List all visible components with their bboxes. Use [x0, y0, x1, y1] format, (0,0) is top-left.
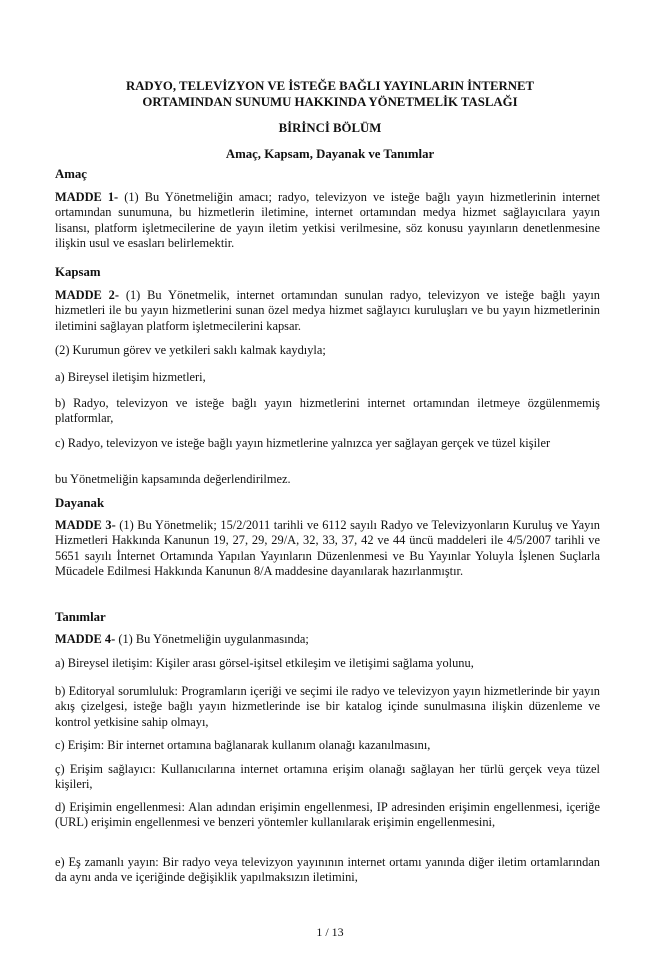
- article-label: MADDE 2-: [55, 288, 119, 302]
- list-item: c) Erişim: Bir internet ortamına bağlanarak kullanım olanağı kazanılmasını,: [55, 738, 431, 752]
- article-4: [55, 632, 600, 647]
- list-item: (2) Kurumun görev ve yetkileri saklı kalmak kaydıyla;: [55, 343, 326, 357]
- title-line-1: RADYO, TELEVİZYON VE İSTEĞE BAĞLI YAYINLARIN İNTERNET: [125, 79, 535, 93]
- article-text: (1) Bu Yönetmeliğin uygulanmasında;: [115, 632, 309, 646]
- list-item: e) Eş zamanlı yayın: Bir radyo veya televizyon yayınının internet ortamı yanında diğer iletim ortamlarından da aynı anda ve içeriğinde değişiklik yapılmaksızın iletimini,: [55, 855, 600, 885]
- article-2: [55, 288, 600, 334]
- article-1: [55, 190, 600, 252]
- list-item: a) Bireysel iletişim hizmetleri,: [55, 370, 206, 384]
- chapter-heading: BİRİNCİ BÖLÜM: [278, 121, 382, 135]
- section-heading-kapsam: Kapsam: [55, 265, 101, 279]
- section-heading-amac: Amaç: [55, 167, 87, 181]
- document-title: [60, 78, 600, 110]
- list-item: b) Radyo, televizyon ve isteğe bağlı yayın hizmetlerini internet ortamından iletmeye özgülenmemiş platformlar,: [55, 396, 600, 426]
- article-label: MADDE 3-: [55, 518, 116, 532]
- list-item: bu Yönetmeliğin kapsamında değerlendirilmez.: [55, 472, 291, 486]
- article-text: (1) Bu Yönetmeliğin amacı; radyo, televizyon ve isteğe bağlı yayın hizmetlerinin internet ortamından sunumuna, bu hizmetlerin iletimine, internet ortamından medya hizmet sağlayıcılara yayın lisansı, platform işletmecilerine de yayın iletim yetkisi verilmesine, söz konusu yayınların denetlenmesine ilişkin usul ve esasları belirlemektir.: [55, 190, 600, 251]
- page-number: 1 / 13: [316, 925, 344, 939]
- chapter-subtitle: Amaç, Kapsam, Dayanak ve Tanımlar: [225, 147, 435, 161]
- article-text: (1) Bu Yönetmelik, internet ortamından sunulan radyo, televizyon ve isteğe bağlı yayın hizmetleri ile bu yayın hizmetlerini sunan özel medya hizmet sağlayıcı kuruluşları ve bu yayın hizmetlerinin iletimini sağlayan platform işletmecilerini kapsar.: [55, 288, 600, 333]
- list-item: a) Bireysel iletişim: Kişiler arası görsel-işitsel etkileşim ve iletişimi sağlama yolunu,: [55, 656, 474, 670]
- list-item: ç) Erişim sağlayıcı: Kullanıcılarına internet ortamına erişim olanağı sağlayan her türlü gerçek veya tüzel kişileri,: [55, 762, 600, 792]
- list-item: b) Editoryal sorumluluk: Programların içeriği ve seçimi ile radyo ve televizyon yayın hizmetlerinde bir yayın akış çizelgesi, isteğe bağlı yayın hizmetlerinde ise bir katalog içinde sunulmasına ilişkin düzenleme ve kontrol yetkisine sahip olmayı,: [55, 684, 600, 729]
- title-line-2: ORTAMINDAN SUNUMU HAKKINDA YÖNETMELİK TASLAĞI: [142, 95, 518, 109]
- article-label: MADDE 1-: [55, 190, 119, 204]
- section-heading-dayanak: Dayanak: [55, 496, 105, 510]
- article-label: MADDE 4-: [55, 632, 116, 646]
- article-3: [55, 518, 600, 580]
- section-heading-tanimlar: Tanımlar: [55, 610, 106, 624]
- list-item: c) Radyo, televizyon ve isteğe bağlı yayın hizmetlerine yalnızca yer sağlayan gerçek ve tüzel kişiler: [55, 436, 551, 450]
- list-item: d) Erişimin engellenmesi: Alan adından erişimin engellenmesi, IP adresinden erişimin engellenmesi, içeriğe (URL) erişimin engellenmesi ve benzeri yöntemler kullanılarak erişimin engellenmesini,: [55, 800, 600, 830]
- article-text: (1) Bu Yönetmelik; 15/2/2011 tarihli ve 6112 sayılı Radyo ve Televizyonların Kuruluş ve Yayın Hizmetleri Hakkında Kanunun 19, 27, 29, 29/A, 32, 33, 37, 42 ve 44 üncü maddeleri ile 4/5/2007 tarihli ve 5651 sayılı İnternet Ortamında Yapılan Yayınların Düzenlenmesi ve Bu Yayınlar Yoluyla İşlenen Suçlarla Mücadele Edilmesi Hakkında Kanunun 8/A maddesine dayanılarak hazırlanmıştır.: [55, 518, 600, 579]
